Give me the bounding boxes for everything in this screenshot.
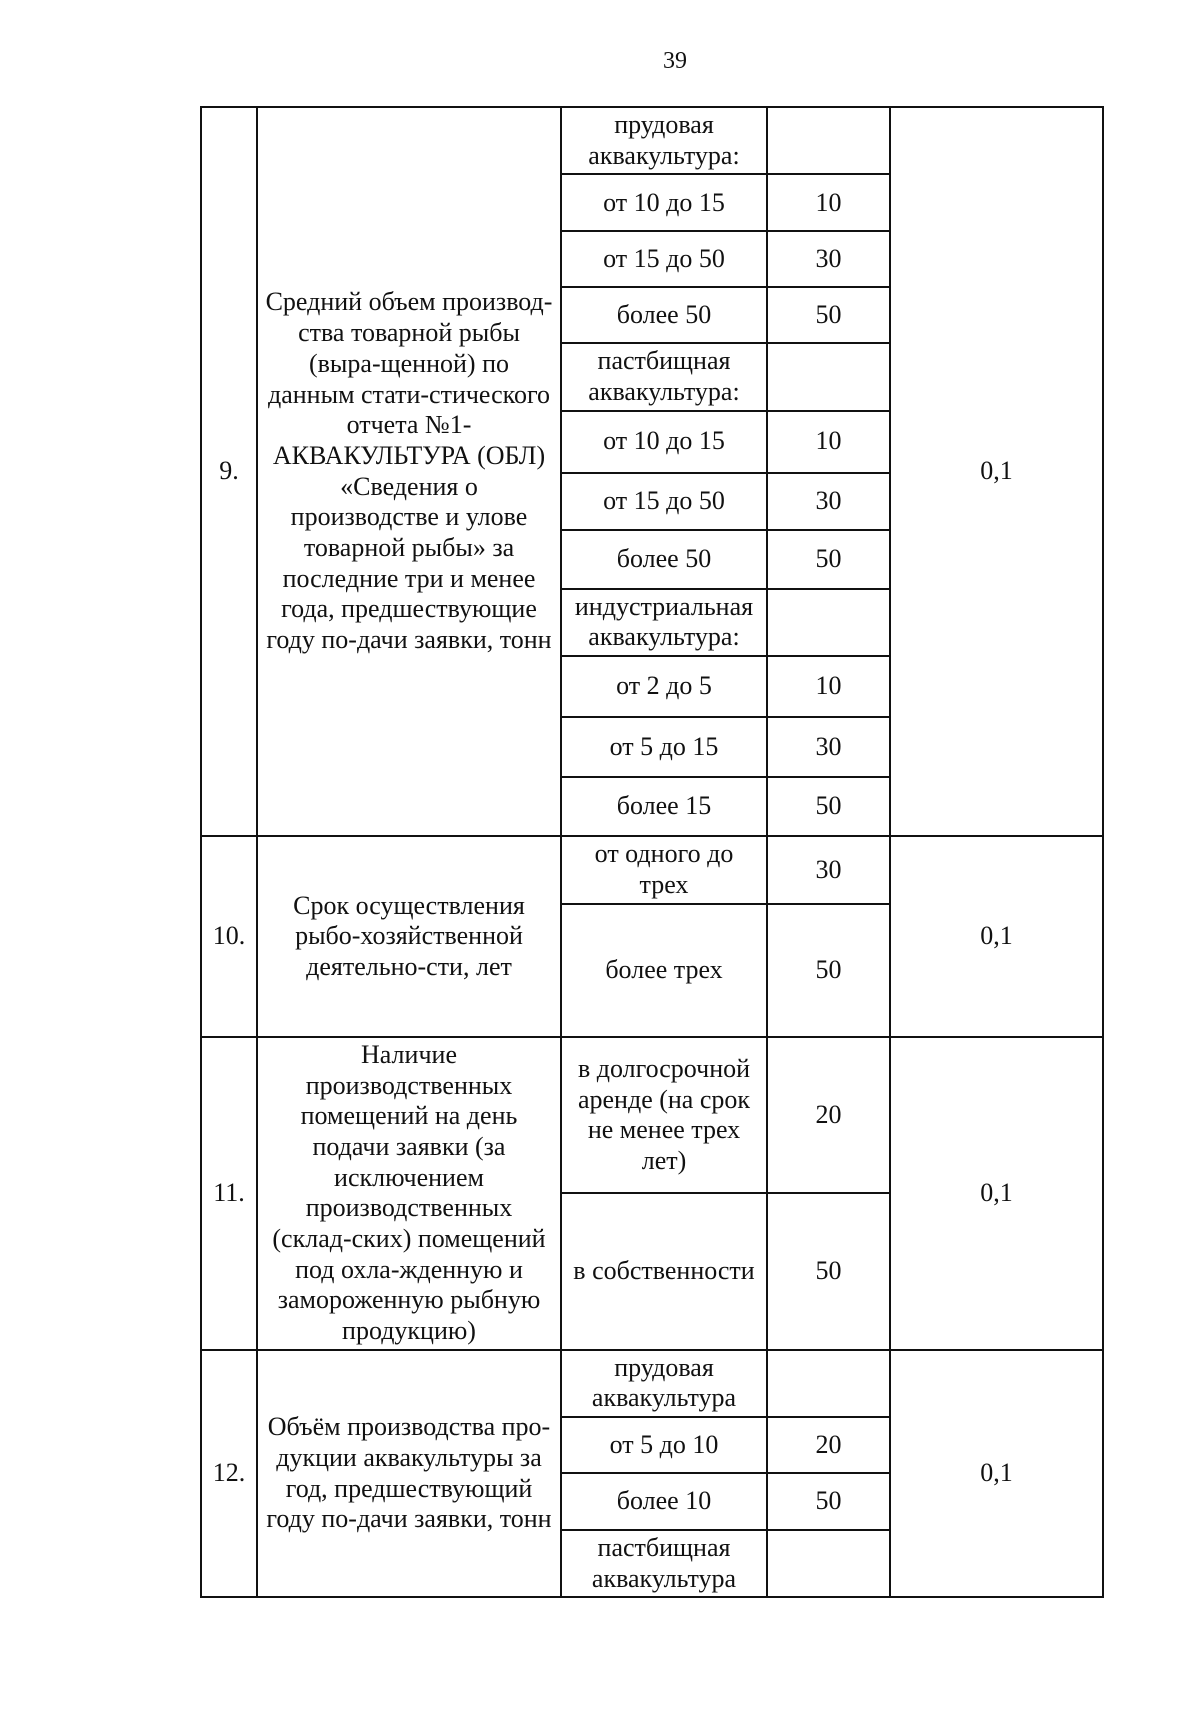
option-score: 30 [767,836,890,904]
option-score: 30 [767,231,890,287]
option-score: 20 [767,1037,890,1193]
option-label: от одного до трех [561,836,767,904]
criterion-weight: 0,1 [890,836,1103,1037]
option-label: в собственности [561,1193,767,1349]
option-score: 10 [767,174,890,231]
option-score: 50 [767,777,890,836]
option-label: в долгосрочной аренде (на срок не менее трех лет) [561,1037,767,1193]
option-score: 10 [767,411,890,473]
option-score: 30 [767,717,890,777]
option-label: более 50 [561,530,767,589]
option-score: 20 [767,1417,890,1473]
option-label: более 10 [561,1473,767,1530]
criteria-table [200,106,1104,1598]
criterion-number: 11. [201,1037,257,1350]
option-label: от 10 до 15 [561,411,767,473]
option-score: 50 [767,904,890,1037]
option-label: пастбищная аквакультура [561,1530,767,1597]
option-label: пастбищная аквакультура: [561,343,767,410]
criterion-text: Объём производства про-дукции аквакультуры за год, предшествующий году по-дачи заявки, тонн [257,1350,561,1598]
option-label: от 5 до 10 [561,1417,767,1473]
table-row [201,1037,1103,1193]
option-score [767,107,890,174]
criterion-weight: 0,1 [890,1037,1103,1350]
table-row [201,1350,1103,1417]
option-score [767,343,890,410]
option-score: 50 [767,530,890,589]
option-score [767,1350,890,1417]
option-score: 30 [767,473,890,530]
option-score [767,589,890,656]
criterion-weight: 0,1 [890,1350,1103,1598]
criterion-text: Наличие производственных помещений на день подачи заявки (за исключением производственных (склад-ских) помещений под охла-жденную и замороженную рыбную продукцию) [257,1037,561,1350]
option-label: от 2 до 5 [561,656,767,717]
option-label: от 5 до 15 [561,717,767,777]
criterion-weight: 0,1 [890,107,1103,836]
page-number: 39 [663,48,687,74]
option-label: от 10 до 15 [561,174,767,231]
criterion-number: 9. [201,107,257,836]
table-row [201,107,1103,174]
option-label: от 15 до 50 [561,473,767,530]
option-score: 50 [767,1193,890,1349]
criterion-number: 10. [201,836,257,1037]
criterion-number: 12. [201,1350,257,1598]
table-row [201,836,1103,904]
option-label: более трех [561,904,767,1037]
option-label: индустриальная аквакультура: [561,589,767,656]
option-label: более 50 [561,287,767,343]
option-score [767,1530,890,1597]
option-label: прудовая аквакультура: [561,107,767,174]
option-score: 50 [767,1473,890,1530]
criterion-text: Средний объем производ-ства товарной рыбы (выра-щенной) по данным стати-стического отчета №1-АКВАКУЛЬТУРА (ОБЛ) «Сведения о производстве и улове товарной рыбы» за последние три и менее года, предшествующие году по-дачи заявки, тонн [257,107,561,836]
criterion-text: Срок осуществления рыбо-хозяйственной деятельно-сти, лет [257,836,561,1037]
option-label: более 15 [561,777,767,836]
option-label: прудовая аквакультура [561,1350,767,1417]
option-score: 50 [767,287,890,343]
option-label: от 15 до 50 [561,231,767,287]
option-score: 10 [767,656,890,717]
